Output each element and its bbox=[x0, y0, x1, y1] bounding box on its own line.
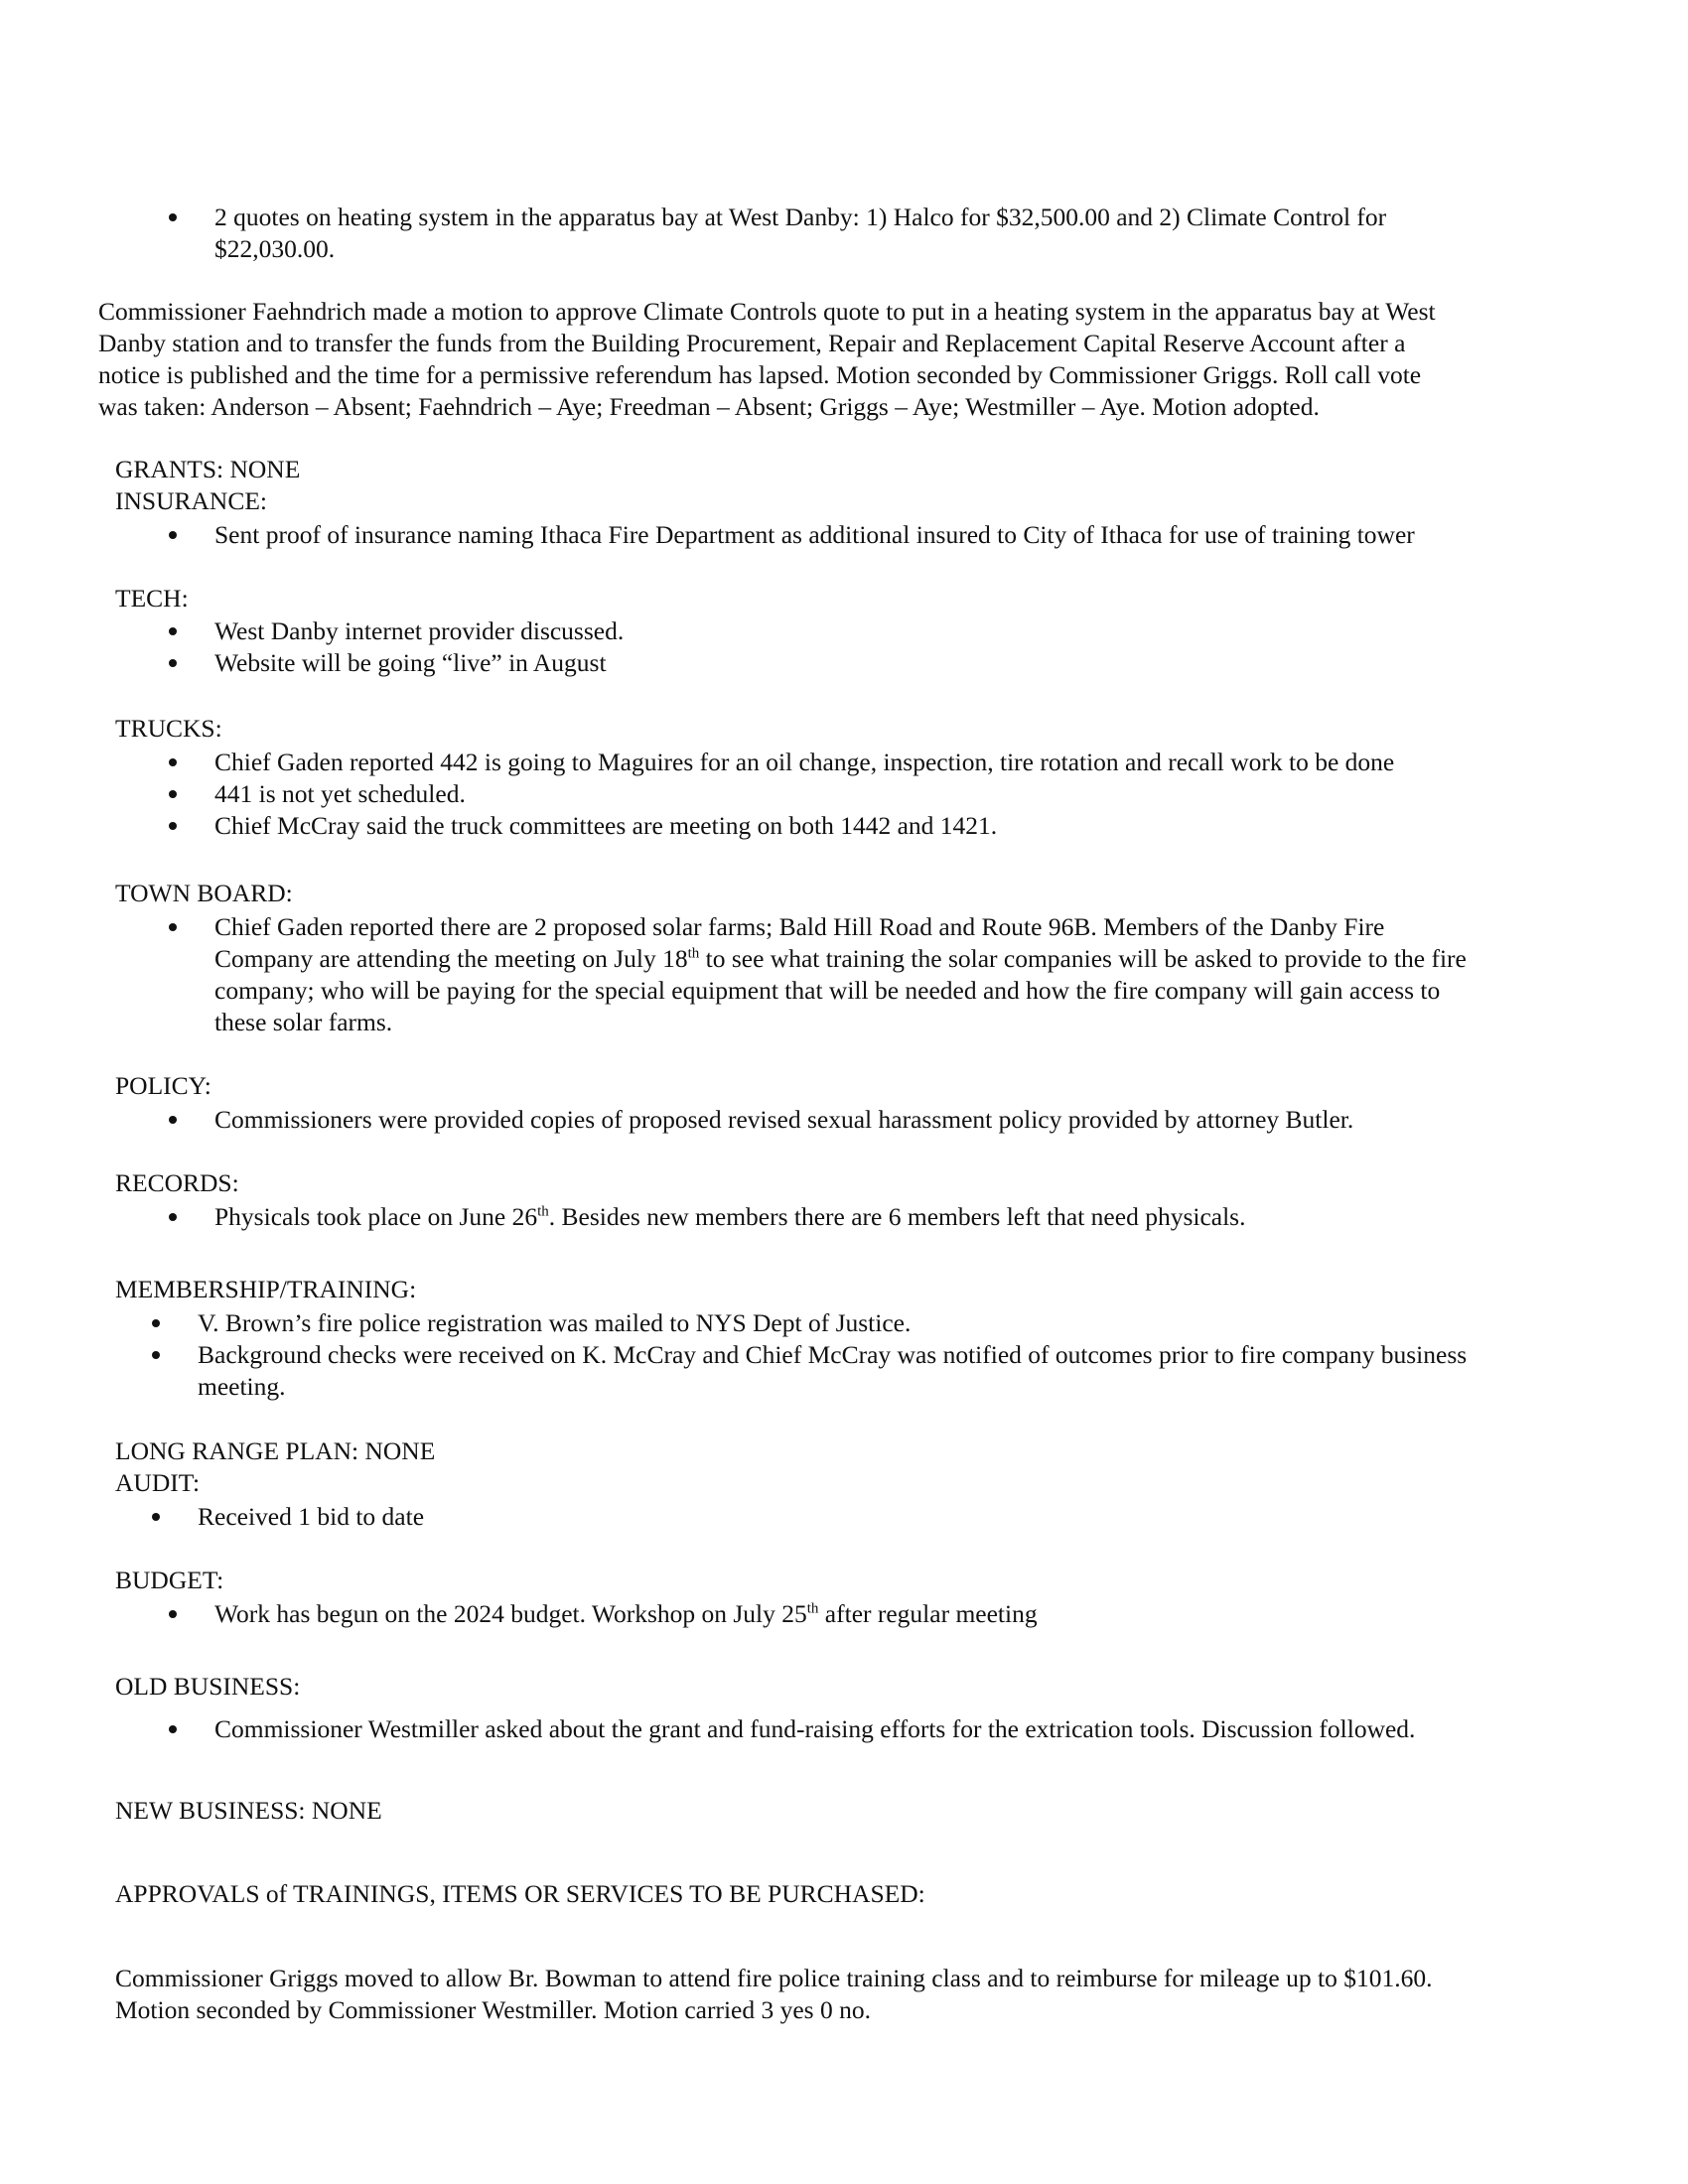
membership-list bbox=[198, 1307, 1588, 1403]
bullet-icon bbox=[152, 1351, 160, 1359]
motion-heating-paragraph bbox=[98, 296, 1588, 423]
membership-item-line1: Background checks were received on K. McCray and Chief McCray was notified of outcomes prior to fire company business bbox=[198, 1340, 1468, 1369]
old-business-list bbox=[214, 1713, 1605, 1745]
bullet-icon bbox=[169, 822, 177, 830]
long-range-heading: LONG RANGE PLAN: NONE bbox=[115, 1436, 436, 1465]
town-board-line2: Company are attending the meeting on July 18th to see what training the solar companies will be asked to provide to the fire bbox=[214, 944, 1467, 973]
town-board-line4: these solar farms. bbox=[214, 1008, 393, 1036]
budget-heading: BUDGET: bbox=[115, 1566, 224, 1594]
motion1-line3: notice is published and the time for a permissive referendum has lapsed. Motion seconded by Commissioner Griggs. Roll call vote bbox=[98, 360, 1422, 389]
heating-quotes-list bbox=[214, 202, 1605, 265]
tech-item: Website will be going “live” in August bbox=[214, 648, 607, 677]
motion1-line4: was taken: Anderson – Absent; Faehndrich – Aye; Freedman – Absent; Griggs – Aye; Westmiller – Aye. Motion adopted. bbox=[98, 392, 1320, 421]
list-item bbox=[198, 1339, 1588, 1403]
trucks-item: Chief McCray said the truck committees are meeting on both 1442 and 1421. bbox=[214, 811, 998, 840]
policy-item: Commissioners were provided copies of proposed revised sexual harassment policy provided by attorney Butler. bbox=[214, 1105, 1354, 1134]
trucks-heading: TRUCKS: bbox=[115, 714, 222, 743]
town-board-list bbox=[214, 911, 1605, 1038]
bullet-icon bbox=[169, 1116, 177, 1124]
bullet-icon bbox=[169, 531, 177, 539]
tech-item: West Danby internet provider discussed. bbox=[214, 616, 625, 645]
insurance-list bbox=[214, 519, 1605, 551]
list-item bbox=[214, 1598, 1605, 1630]
tech-heading: TECH: bbox=[115, 584, 189, 613]
records-list bbox=[214, 1201, 1605, 1233]
bullet-icon bbox=[169, 213, 177, 221]
approvals-heading: APPROVALS of TRAININGS, ITEMS OR SERVICES TO BE PURCHASED: bbox=[115, 1879, 925, 1908]
list-item bbox=[214, 519, 1605, 551]
bullet-icon bbox=[169, 923, 177, 931]
bullet-icon bbox=[169, 1213, 177, 1221]
bullet-icon bbox=[169, 1725, 177, 1733]
town-board-line3: company; who will be paying for the special equipment that will be needed and how the fire company will gain access to bbox=[214, 976, 1441, 1005]
bullet-icon bbox=[152, 1513, 160, 1521]
insurance-heading: INSURANCE: bbox=[115, 486, 268, 515]
list-item bbox=[198, 1307, 1588, 1339]
policy-list bbox=[214, 1104, 1605, 1136]
list-item bbox=[214, 911, 1605, 1038]
list-item bbox=[214, 647, 1605, 679]
bullet-icon bbox=[169, 1610, 177, 1618]
audit-heading: AUDIT: bbox=[115, 1468, 201, 1497]
list-item bbox=[214, 1713, 1605, 1745]
policy-heading: POLICY: bbox=[115, 1071, 211, 1100]
list-item bbox=[214, 1104, 1605, 1136]
list-item bbox=[214, 810, 1605, 842]
list-item bbox=[214, 747, 1605, 778]
motion2-line1: Commissioner Griggs moved to allow Br. Bowman to attend fire police training class and to reimburse for mileage up to $101.60. bbox=[115, 1964, 1433, 1992]
new-business-heading: NEW BUSINESS: NONE bbox=[115, 1796, 382, 1825]
bullet-icon bbox=[152, 1319, 160, 1327]
insurance-item: Sent proof of insurance naming Ithaca Fire Department as additional insured to City of Ithaca for use of training tower bbox=[214, 520, 1415, 549]
old-business-item: Commissioner Westmiller asked about the grant and fund-raising efforts for the extrication tools. Discussion followed. bbox=[214, 1714, 1416, 1743]
list-item bbox=[214, 778, 1605, 810]
tech-list bbox=[214, 615, 1605, 679]
trucks-item: 441 is not yet scheduled. bbox=[214, 779, 466, 808]
grants-heading: GRANTS: NONE bbox=[115, 455, 301, 483]
audit-list bbox=[198, 1501, 1588, 1533]
motion1-line2: Danby station and to transfer the funds from the Building Procurement, Repair and Replacement Capital Reserve Account after a bbox=[98, 329, 1406, 357]
bullet-icon bbox=[169, 758, 177, 766]
list-item bbox=[214, 1201, 1605, 1233]
heating-bullet-line2: $22,030.00. bbox=[214, 234, 336, 263]
bullet-icon bbox=[169, 627, 177, 635]
list-item bbox=[198, 1501, 1588, 1533]
membership-heading: MEMBERSHIP/TRAINING: bbox=[115, 1275, 417, 1303]
budget-list bbox=[214, 1598, 1605, 1630]
list-item bbox=[214, 202, 1605, 265]
motion-training-paragraph bbox=[115, 1963, 1605, 2026]
membership-item: V. Brown’s fire police registration was mailed to NYS Dept of Justice. bbox=[198, 1308, 912, 1337]
town-board-heading: TOWN BOARD: bbox=[115, 879, 293, 907]
budget-item: Work has begun on the 2024 budget. Workshop on July 25th after regular meeting bbox=[214, 1599, 1038, 1628]
audit-item: Received 1 bid to date bbox=[198, 1502, 425, 1531]
motion2-line2: Motion seconded by Commissioner Westmiller. Motion carried 3 yes 0 no. bbox=[115, 1995, 871, 2024]
trucks-item: Chief Gaden reported 442 is going to Maguires for an oil change, inspection, tire rotation and recall work to be done bbox=[214, 748, 1395, 776]
trucks-list bbox=[214, 747, 1605, 842]
bullet-icon bbox=[169, 790, 177, 798]
records-item: Physicals took place on June 26th. Besides new members there are 6 members left that need physicals. bbox=[214, 1202, 1246, 1231]
heating-bullet-line1: 2 quotes on heating system in the apparatus bay at West Danby: 1) Halco for $32,500.00 and 2) Climate Control for bbox=[214, 203, 1387, 231]
records-heading: RECORDS: bbox=[115, 1168, 239, 1197]
old-business-heading: OLD BUSINESS: bbox=[115, 1672, 301, 1701]
town-board-line1: Chief Gaden reported there are 2 proposed solar farms; Bald Hill Road and Route 96B. Members of the Danby Fire bbox=[214, 912, 1385, 941]
motion1-line1: Commissioner Faehndrich made a motion to approve Climate Controls quote to put in a heating system in the apparatus bay at West bbox=[98, 297, 1436, 326]
membership-item-line2: meeting. bbox=[198, 1372, 286, 1401]
bullet-icon bbox=[169, 659, 177, 667]
list-item bbox=[214, 615, 1605, 647]
